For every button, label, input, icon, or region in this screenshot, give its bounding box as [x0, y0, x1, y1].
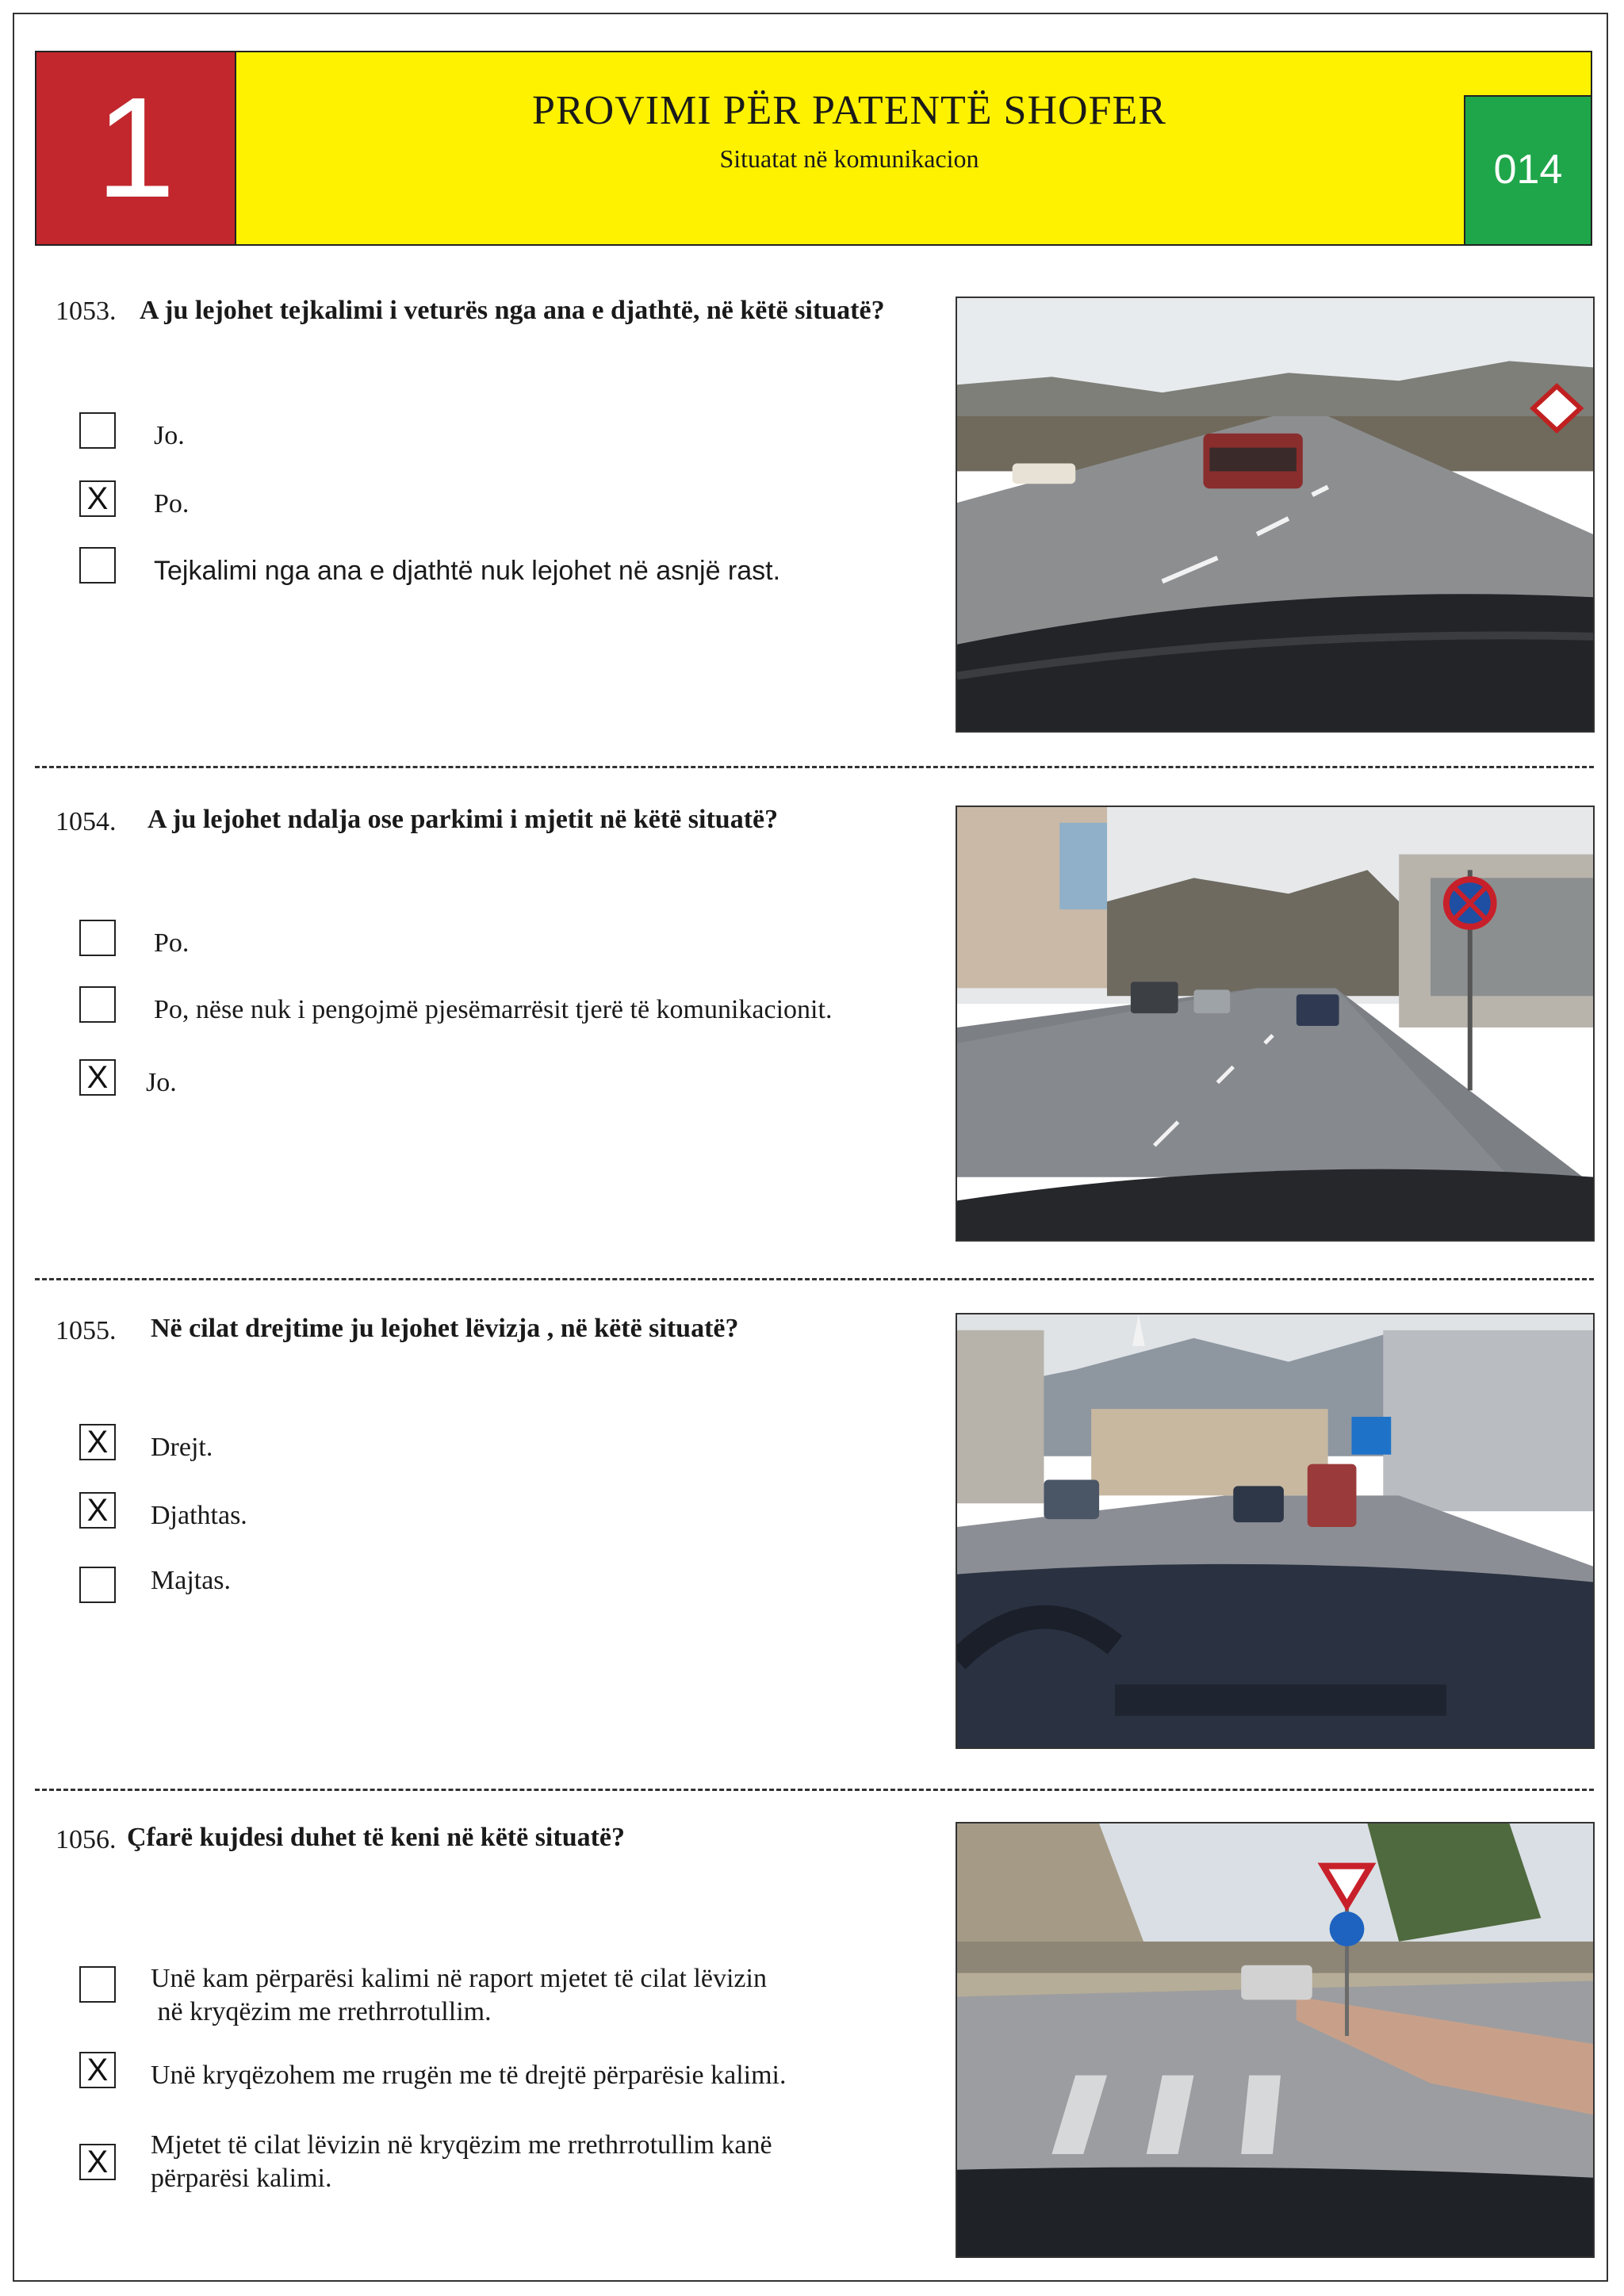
answer-label: Djathtas.: [151, 1501, 247, 1530]
question-text: Në cilat drejtime ju lejohet lëvizja , në këtë situatë?: [151, 1314, 739, 1343]
answer-checkbox[interactable]: [79, 547, 116, 584]
answer-label: Jo.: [154, 421, 185, 450]
page-header: [35, 51, 1592, 246]
situation-photo-1053: [956, 297, 1595, 733]
section-divider: [35, 766, 1594, 768]
answer-label: Unë kryqëzohem me rrugën me të drejtë përparësie kalimi.: [151, 2061, 787, 2090]
page-title: PROVIMI PËR PATENTË SHOFER: [532, 88, 1166, 133]
answer-checkbox[interactable]: [79, 1567, 116, 1603]
question-number: 1053.: [56, 297, 117, 326]
answer-checkbox[interactable]: [79, 412, 116, 449]
answer-checkbox[interactable]: [79, 920, 116, 956]
section-divider: [35, 1789, 1594, 1791]
lesson-number: 1: [95, 68, 176, 228]
answer-checkbox[interactable]: X: [79, 1059, 116, 1096]
answer-checkbox[interactable]: [79, 1966, 116, 2003]
answer-label-line1: Unë kam përparësi kalimi në raport mjetet të cilat lëvizin: [151, 1964, 767, 1993]
answer-option[interactable]: [79, 2130, 952, 2193]
answer-label: Tejkalimi nga ana e djathtë nuk lejohet në asnjë rast.: [154, 556, 781, 586]
answer-option[interactable]: [79, 1964, 952, 2026]
answer-label: Po.: [154, 928, 190, 958]
answer-label-line1: Mjetet të cilat lëvizin në kryqëzim me rrethrrotullim kanë: [151, 2130, 772, 2160]
question-text: Çfarë kujdesi duhet të keni në këtë situatë?: [127, 1823, 626, 1852]
situation-photo-1055: [956, 1313, 1595, 1749]
answer-label: Drejt.: [151, 1433, 213, 1462]
answer-checkbox[interactable]: [79, 986, 116, 1023]
question-number: 1054.: [56, 807, 117, 836]
answer-label-line2: në kryqëzim me rrethrrotullim.: [151, 1997, 492, 2026]
answer-label: Po, nëse nuk i pengojmë pjesëmarrësit tjerë të komunikacionit.: [154, 995, 833, 1024]
answer-checkbox[interactable]: X: [79, 480, 116, 517]
answer-checkbox[interactable]: X: [79, 2144, 116, 2180]
situation-photo-1054: [956, 806, 1595, 1242]
question-text: A ju lejohet tejkalimi i veturës nga ana e djathtë, në këtë situatë?: [140, 296, 885, 325]
question-number: 1055.: [56, 1316, 117, 1345]
page-subtitle: Situatat në komunikacion: [719, 144, 979, 173]
answer-label-line2: përparësi kalimi.: [151, 2164, 332, 2193]
page-code: 014: [1493, 147, 1563, 193]
situation-photo-1056: [956, 1822, 1595, 2258]
answer-checkbox[interactable]: X: [79, 1424, 116, 1460]
section-divider: [35, 1278, 1594, 1280]
answer-label: Jo.: [146, 1068, 177, 1097]
question-number: 1056.: [56, 1825, 117, 1854]
lesson-number-box: [36, 52, 236, 244]
answer-checkbox[interactable]: X: [79, 1492, 116, 1529]
answer-checkbox[interactable]: X: [79, 2052, 116, 2088]
answer-label: Majtas.: [151, 1566, 232, 1595]
answer-label: Po.: [154, 489, 190, 519]
page-code-box: [1464, 95, 1591, 244]
question-text: A ju lejohet ndalja ose parkimi i mjetit në këtë situatë?: [147, 805, 779, 834]
